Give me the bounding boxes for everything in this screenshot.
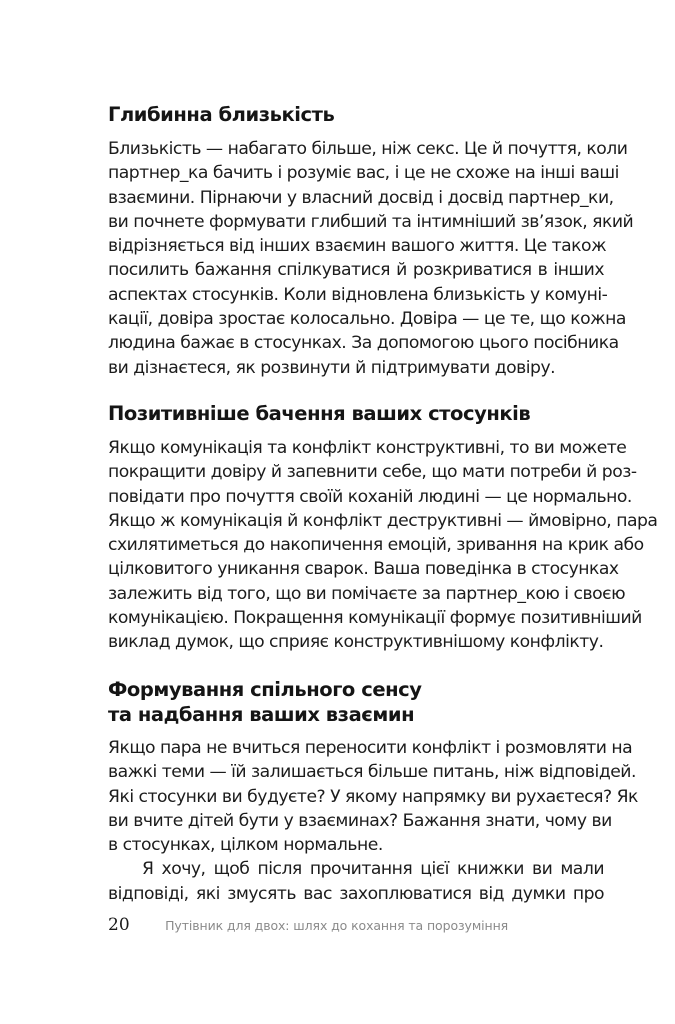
page-footer [108, 914, 508, 936]
text-line: в стосунках, цілком нормальне. [108, 835, 383, 856]
text-line: відповіді, які змусять вас захоплюватися від думки про [108, 883, 604, 904]
text-line: посилить бажання спілкуватися й розкриватися в інших [108, 260, 604, 281]
text-line-indented: Я хочу, щоб після прочитання цієї книжки ви мали [142, 859, 604, 880]
text-line: повідати про почуття своїй коханій людині — це нормально. [108, 486, 632, 507]
text-line: Близькість — набагато більше, ніж секс. Це й почуття, коли [108, 139, 628, 159]
section-heading-positive-view [108, 402, 530, 427]
text-line: людина бажає в стосунках. За допомогою цього посібника [108, 333, 619, 354]
heading-line: Формування спільного сенсу [108, 678, 422, 701]
section-heading-shared-meaning [108, 678, 422, 727]
text-line: кації, довіра зростає колосально. Довіра — це те, що кожна [108, 309, 626, 330]
heading-line: Глибинна близькість [108, 103, 335, 126]
text-line: ви почнете формувати глибший та інтимніший зв’язок, який [108, 211, 634, 232]
paragraph-positive-view [108, 436, 658, 655]
text-line: взаємини. Пірнаючи у власний досвід і досвід партнер_ки, [108, 187, 614, 208]
text-line: комунікацією. Покращення комунікації формує позитивніший [108, 608, 642, 629]
text-line: Які стосунки ви будуєте? У якому напрямку ви рухаєтеся? Як [108, 786, 638, 807]
text-line: партнер_ка бачить і розуміє вас, і це не схоже на інші ваші [108, 163, 619, 184]
text-line: ви вчите дітей бути у взаєминах? Бажання знати, чому ви [108, 810, 612, 831]
text-line: важкі теми — їй залишається більше питань, ніж відповідей. [108, 762, 636, 783]
section-heading-intimacy [108, 103, 334, 128]
paragraph-shared-meaning [108, 736, 638, 906]
text-line: схилятиметься до накопичення емоцій, зривання на крик або [108, 535, 644, 556]
text-line: Якщо ж комунікація й конфлікт деструктивні — ймовірно, пара [108, 510, 658, 531]
page-number: 20 [108, 915, 130, 935]
paragraph-intimacy [108, 137, 634, 380]
text-line: цілковитого уникання сварок. Ваша поведінка в стосунках [108, 559, 619, 580]
heading-line: та надбання ваших взаємин [108, 702, 415, 726]
text-line: залежить від того, що ви помічаєте за партнер_кою і своєю [108, 583, 626, 604]
text-line: аспектах стосунків. Коли відновлена близькість у комуні- [108, 284, 608, 305]
text-line: виклад думок, що сприяє конструктивнішому конфлікту. [108, 632, 604, 653]
text-line: ви дізнаєтеся, як розвинути й підтримувати довіру. [108, 357, 556, 378]
text-line: відрізняється від інших взаємин вашого життя. Це також [108, 236, 607, 257]
text-line: Якщо пара не вчиться переносити конфлікт і розмовляти на [108, 738, 633, 758]
heading-line: Позитивніше бачення ваших стосунків [108, 402, 531, 425]
text-line: Якщо комунікація та конфлікт конструктивні, то ви можете [108, 438, 627, 458]
text-line: покращити довіру й запевнити себе, що мати потреби й роз- [108, 462, 637, 483]
running-title: Путівник для двох: шлях до кохання та порозуміння [165, 918, 509, 933]
